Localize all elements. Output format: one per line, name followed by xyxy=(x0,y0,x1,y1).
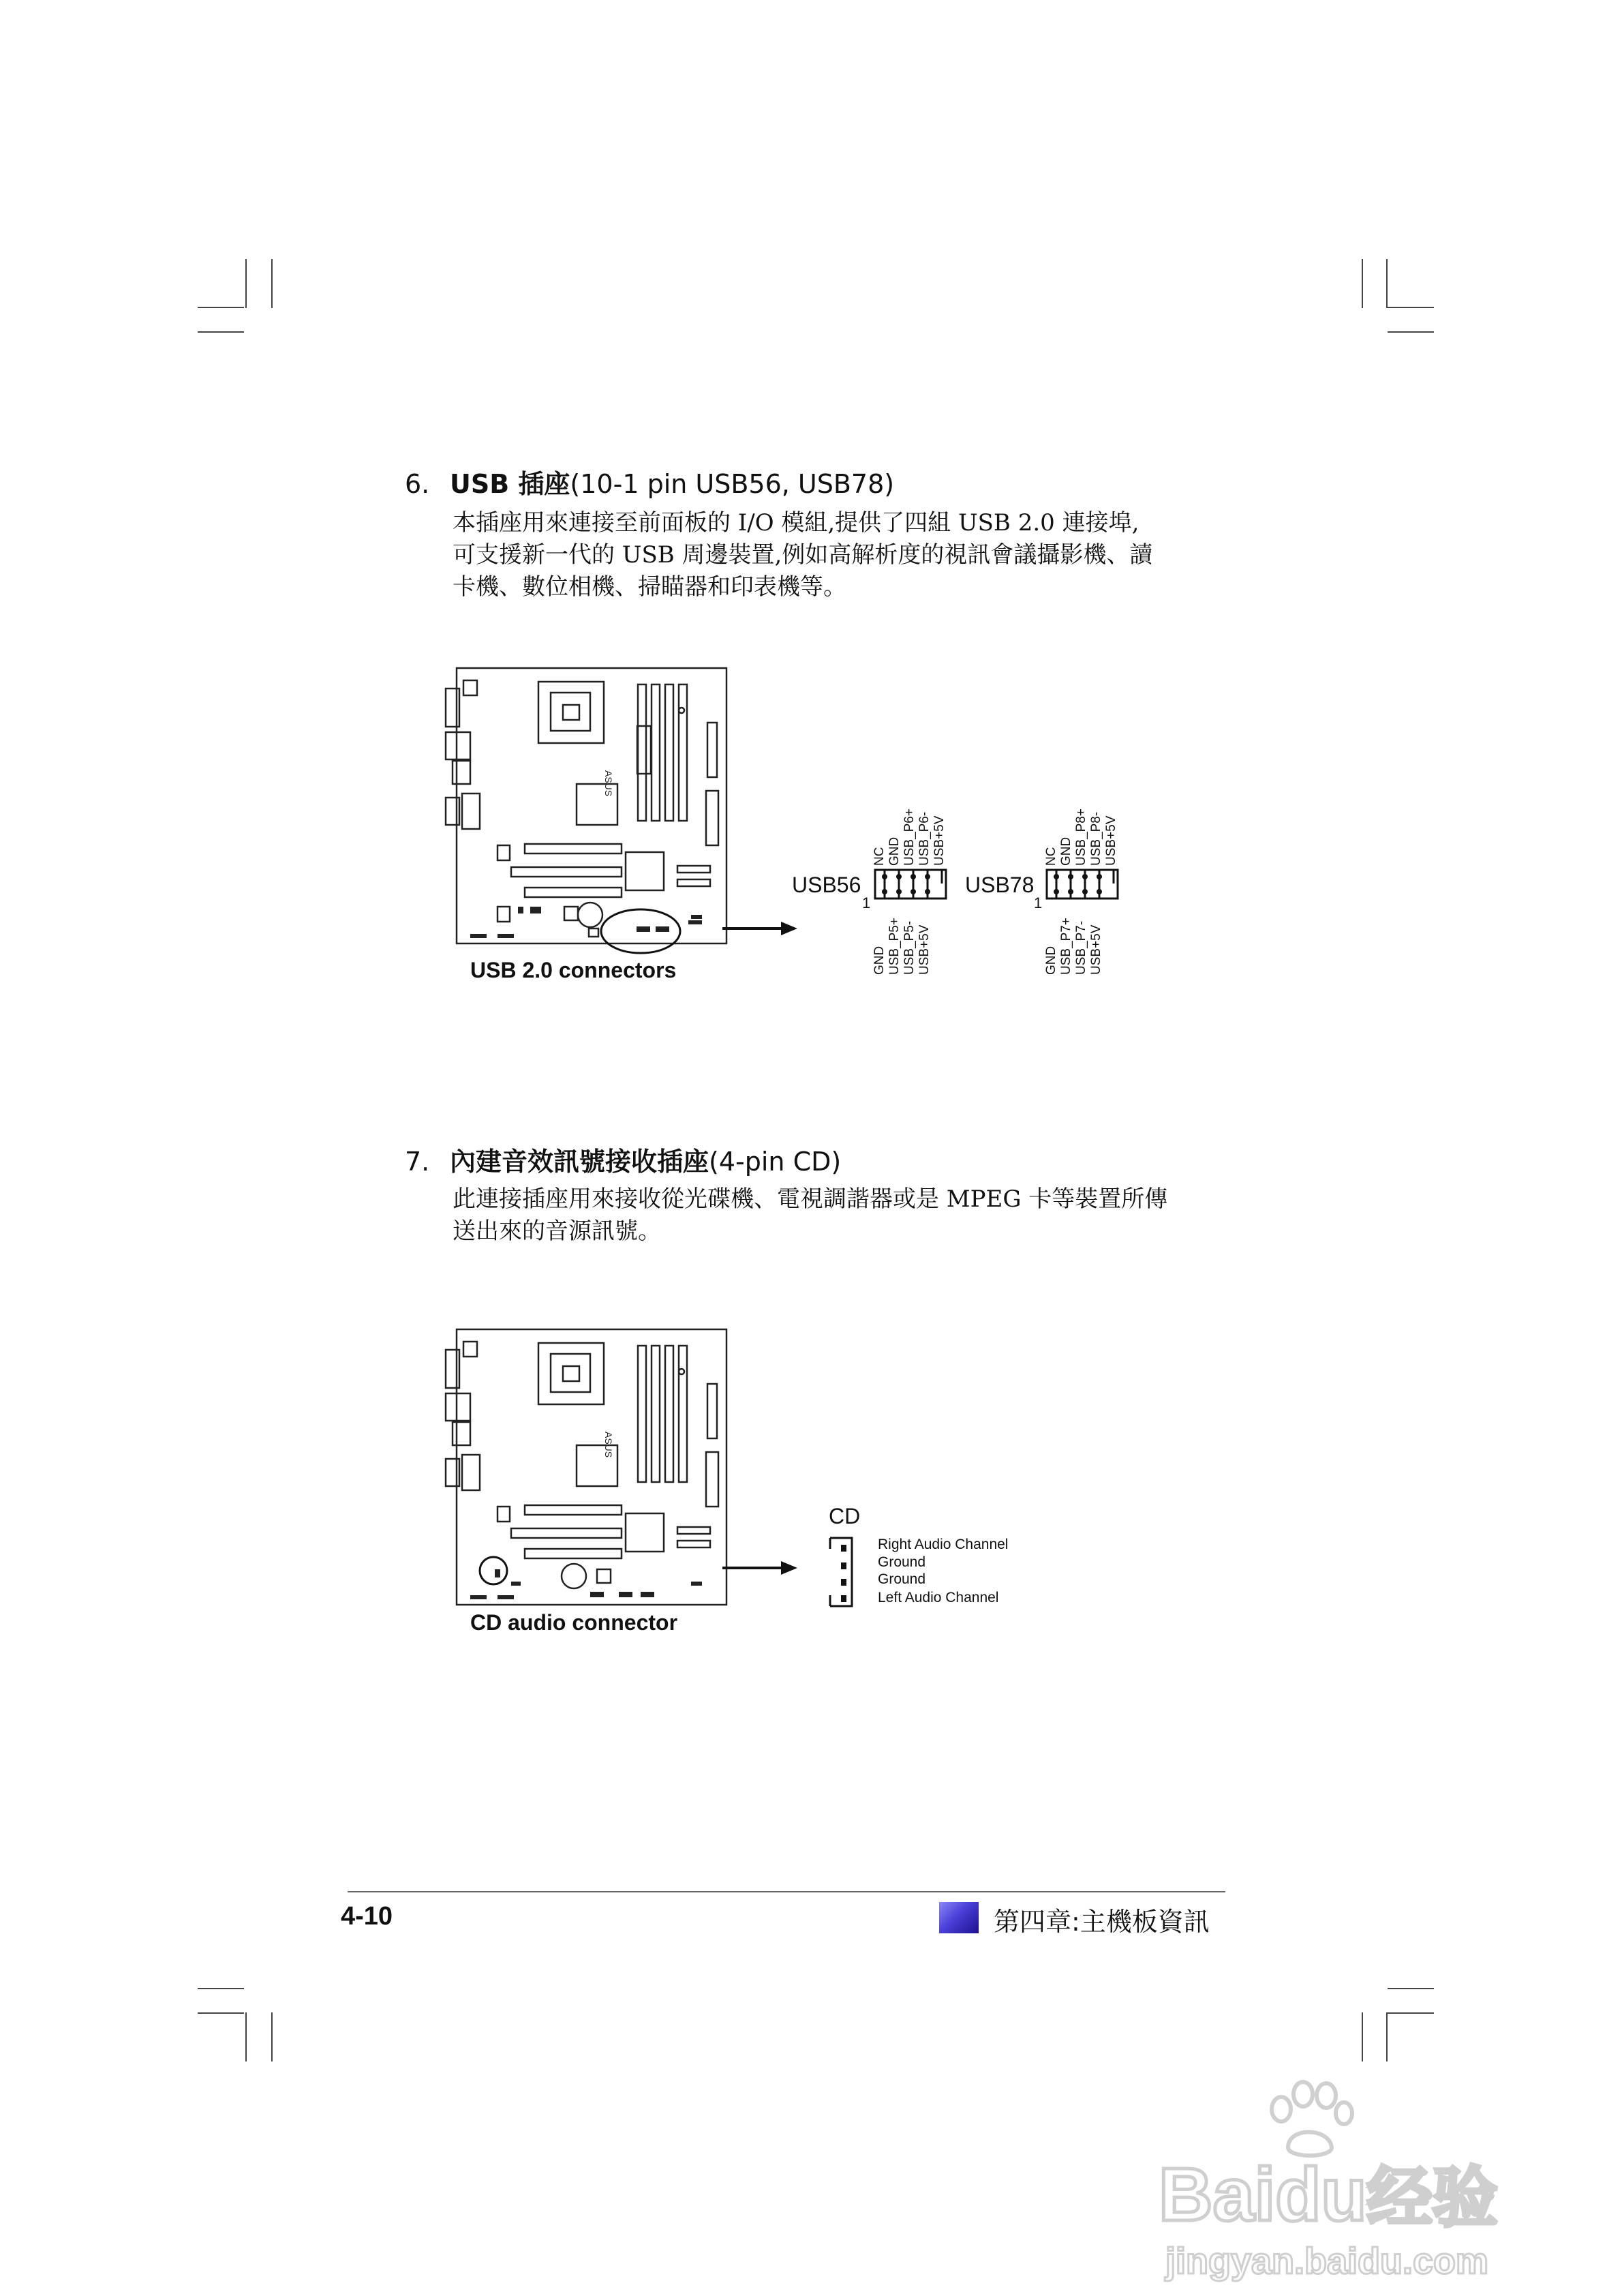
pin-label: USB_P8- xyxy=(1089,811,1103,866)
section-title-bold: USB 插座 xyxy=(450,469,570,499)
cd-pin-label: Right Audio Channel xyxy=(878,1537,1009,1552)
brand-latin: Bai xyxy=(1159,2153,1276,2237)
body-line: 可支援新一代的 USB 周邊裝置,例如高解析度的視訊會議攝影機、讀 xyxy=(453,541,1153,569)
section-title-rest: (10-1 pin USB56, USB78) xyxy=(570,469,895,499)
chapter-marker-icon xyxy=(939,1902,979,1933)
usb78-bottom-pins xyxy=(1044,904,1103,975)
cd-pin-label: Left Audio Channel xyxy=(878,1590,999,1605)
section-title-rest: (4-pin CD) xyxy=(709,1147,842,1177)
motherboard-diagram-usb xyxy=(436,661,804,961)
pin-label: USB+5V xyxy=(917,924,932,975)
paw-icon xyxy=(1261,2079,1356,2161)
cd-pin-label: Ground xyxy=(878,1571,926,1587)
section-6-body xyxy=(453,507,1243,603)
brand-url: jingyan.baidu.com xyxy=(1165,2241,1489,2282)
pin-label: USB_P7- xyxy=(1074,920,1088,975)
pin-label: GND xyxy=(1044,946,1058,975)
section-6-heading xyxy=(405,468,894,500)
pin-label: GND xyxy=(1059,836,1073,866)
pin-label: USB_P7+ xyxy=(1059,918,1073,975)
section-7-heading xyxy=(405,1145,841,1178)
pin-label: USB_P6+ xyxy=(902,809,917,866)
callout-arrow xyxy=(722,1561,797,1575)
body-line: 本插座用來連接至前面板的 I/O 模組,提供了四組 USB 2.0 連接埠, xyxy=(453,509,1139,537)
pin-label: USB+5V xyxy=(1089,924,1103,975)
brand-du: du xyxy=(1275,2153,1367,2237)
pin-one-marker: 1 xyxy=(1034,894,1043,911)
pin-label: USB_P5- xyxy=(902,920,917,975)
page-number: 4-10 xyxy=(341,1902,393,1931)
chapter-title: 第四章:主機板資訊 xyxy=(994,1907,1210,1937)
usb56-label: USB56 xyxy=(792,873,861,897)
pin-label: NC xyxy=(872,847,887,866)
body-line: 卡機、數位相機、掃瞄器和印表機等。 xyxy=(453,573,846,601)
pin-label: USB_P5+ xyxy=(887,918,902,975)
cd-pin-header xyxy=(827,1535,868,1610)
body-line: 送出來的音源訊號。 xyxy=(453,1218,661,1245)
section-number: 6. xyxy=(405,469,430,499)
footer-divider xyxy=(348,1891,1225,1892)
svg-text:ASUS: ASUS xyxy=(603,1432,614,1458)
usb56-bottom-pins xyxy=(872,904,932,975)
figure-caption: USB 2.0 connectors xyxy=(470,958,677,982)
cd-label: CD xyxy=(829,1504,861,1528)
callout-arrow xyxy=(722,922,797,935)
figure-caption: CD audio connector xyxy=(470,1610,678,1635)
pin-label: GND xyxy=(887,836,902,866)
usb78-label: USB78 xyxy=(965,873,1035,897)
pin-label: USB_P6- xyxy=(917,811,932,866)
brand-cn: 经验 xyxy=(1366,2162,1498,2235)
pin-label: USB+5V xyxy=(932,815,947,866)
body-line: 此連接插座用來接收從光碟機、電視調諧器或是 MPEG 卡等裝置所傳 xyxy=(453,1185,1168,1213)
usb56-pin-header xyxy=(874,868,949,900)
svg-text:ASUS: ASUS xyxy=(603,770,614,797)
section-number: 7. xyxy=(405,1147,430,1177)
section-title-bold: 內建音效訊號接收插座 xyxy=(450,1147,709,1177)
pin-label: USB_P8+ xyxy=(1074,809,1088,866)
usb56-top-pins xyxy=(872,796,947,866)
section-7-body xyxy=(453,1183,1243,1248)
usb78-top-pins xyxy=(1044,796,1118,866)
brand-wordmark xyxy=(1159,2154,1498,2239)
cd-pin-label: Ground xyxy=(878,1554,926,1570)
pin-one-marker: 1 xyxy=(862,894,871,911)
pin-label: GND xyxy=(872,946,887,975)
baidu-jingyan-watermark xyxy=(1152,2079,1533,2284)
usb78-pin-header xyxy=(1045,868,1120,900)
pin-label: USB+5V xyxy=(1104,815,1118,866)
pin-label: NC xyxy=(1044,847,1058,866)
